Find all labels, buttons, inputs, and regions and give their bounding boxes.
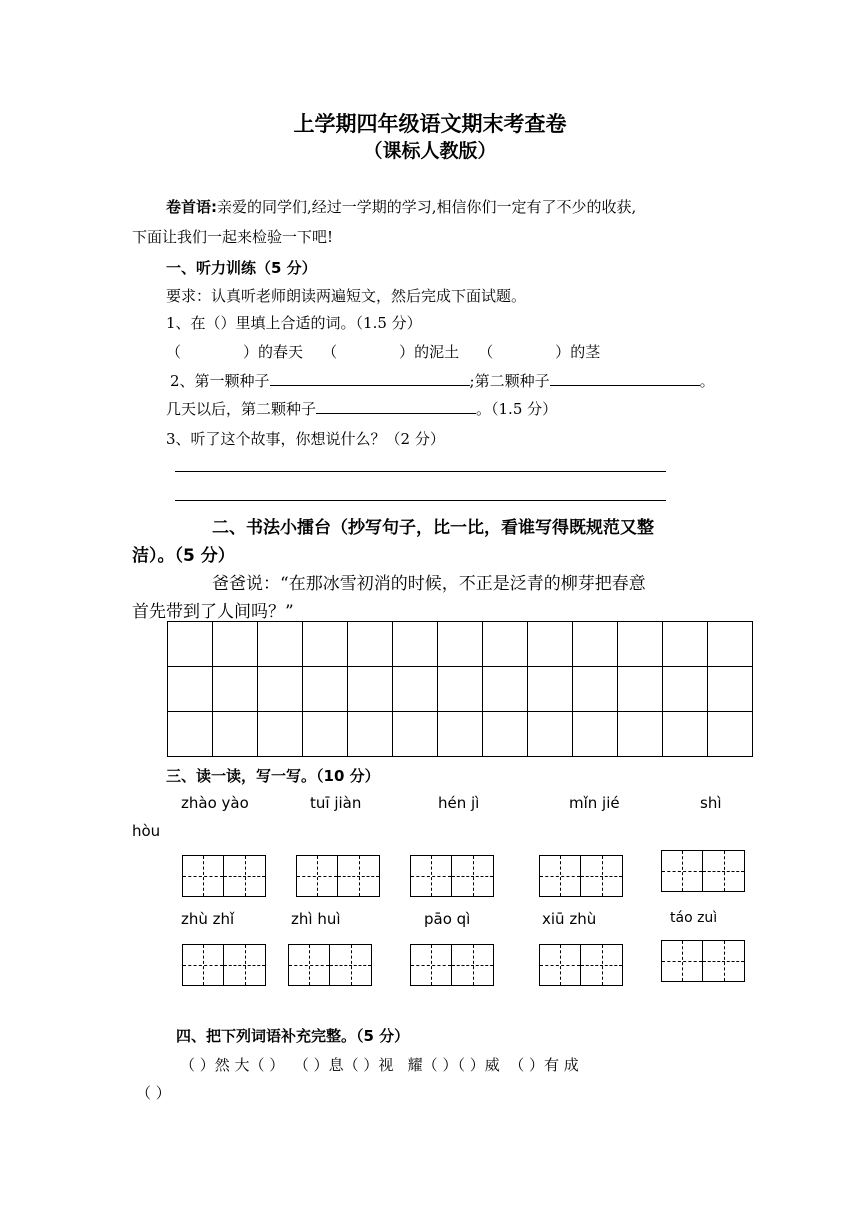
q2-label-1: 2、第一颗种子 xyxy=(170,372,270,390)
tianzige-pair[interactable] xyxy=(539,855,623,897)
answer-line[interactable] xyxy=(316,398,476,414)
pinyin-item: tuī jiàn xyxy=(310,794,362,812)
tianzige-pair[interactable] xyxy=(296,855,380,897)
section1-q3: 3、听了这个故事，你想说什么？（2 分） xyxy=(166,430,445,448)
tianzige-pair[interactable] xyxy=(410,944,494,986)
blank-label-3: 的茎 xyxy=(570,343,601,361)
pinyin-item: hén jì xyxy=(438,794,480,812)
page-title: 上学期四年级语文期末考查卷 xyxy=(293,111,567,136)
intro-label: 卷首语: xyxy=(166,198,217,216)
answer-line[interactable] xyxy=(550,370,700,386)
answer-line[interactable] xyxy=(175,500,666,501)
tianzige-pair[interactable] xyxy=(661,940,745,982)
section4-heading: 四、把下列词语补充完整。（5 分） xyxy=(176,1027,410,1045)
section4-line1: （ ）然 大（ ） （ ）息（ ）视 耀（ ）（ ）威 （ ）有 成 xyxy=(180,1056,579,1074)
pinyin-item: zhì huì xyxy=(291,910,341,928)
tianzige-pair[interactable] xyxy=(182,855,266,897)
section1-heading: 一、听力训练（5 分） xyxy=(166,259,317,277)
pinyin-item: shì xyxy=(700,794,722,812)
q2-label-2: ;第二颗种子 xyxy=(469,372,550,390)
pinyin-item: zhào yào xyxy=(181,794,249,812)
section4-line2: （ ） xyxy=(136,1084,171,1102)
writing-grid[interactable] xyxy=(167,621,753,757)
pinyin-item: xiū zhù xyxy=(542,910,597,928)
section1-q1: 1、在（）里填上合适的词。（1.5 分） xyxy=(166,314,422,332)
section2-sentence-line2: 首先带到了人间吗？” xyxy=(132,602,294,622)
section1-q1-blanks xyxy=(166,341,600,362)
section2-heading-line1: 二、书法小擂台（抄写句子，比一比，看谁写得既规范又整 xyxy=(212,518,654,538)
q2-line2-end: 。（1.5 分） xyxy=(476,400,558,418)
page-subtitle: （课标人教版） xyxy=(363,140,497,162)
answer-line[interactable] xyxy=(270,370,470,386)
blank-paren[interactable]: （ ） xyxy=(322,343,415,361)
pinyin-item: zhù zhǐ xyxy=(181,910,235,928)
pinyin-wrap: hòu xyxy=(132,822,161,840)
q2-line2-label: 几天以后，第二颗种子 xyxy=(166,400,317,418)
intro-text: 亲爱的同学们,经过一学期的学习,相信你们一定有了不少的收获, xyxy=(217,198,637,216)
blank-label-2: 的泥土 xyxy=(414,343,460,361)
tianzige-pair[interactable] xyxy=(182,944,266,986)
section1-q2 xyxy=(170,370,715,391)
intro-line2: 下面让我们一起来检验一下吧! xyxy=(132,228,334,246)
section2-sentence-line1: 爸爸说：“在那冰雪初消的时候，不正是泛青的柳芽把春意 xyxy=(212,574,646,594)
blank-label-1: 的春天 xyxy=(258,343,304,361)
blank-paren[interactable]: （ ） xyxy=(166,343,258,361)
section3-heading: 三、读一读，写一写。（10 分） xyxy=(166,767,380,785)
section1-q2-line2 xyxy=(166,398,557,419)
tianzige-pair[interactable] xyxy=(288,944,372,986)
tianzige-pair[interactable] xyxy=(539,944,623,986)
section2-heading-line2: 洁）。（5 分） xyxy=(132,546,235,566)
tianzige-pair[interactable] xyxy=(410,855,494,897)
pinyin-item: mǐn jié xyxy=(569,794,620,812)
q2-end: 。 xyxy=(699,372,715,390)
answer-line[interactable] xyxy=(175,471,666,472)
intro-line1 xyxy=(166,196,636,217)
pinyin-item: táo zuì xyxy=(670,910,718,926)
tianzige-pair[interactable] xyxy=(661,850,745,892)
pinyin-item: pāo qì xyxy=(424,910,471,928)
blank-paren[interactable]: （ ） xyxy=(478,343,571,361)
section1-requirement: 要求：认真听老师朗读两遍短文，然后完成下面试题。 xyxy=(166,287,527,305)
